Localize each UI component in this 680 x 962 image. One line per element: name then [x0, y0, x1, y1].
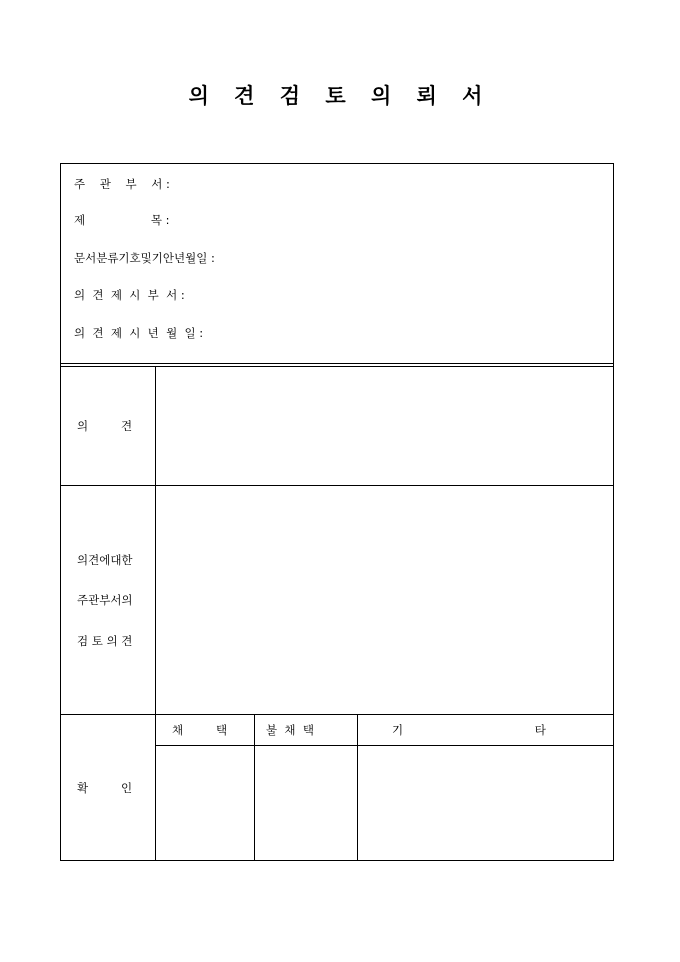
right-border — [613, 163, 614, 861]
opinion-label: 의 견 — [77, 419, 133, 433]
review-label-line-3: 검 토 의 견 — [77, 634, 133, 648]
left-border — [60, 163, 61, 861]
review-divider — [60, 714, 614, 715]
field-classification-date: 문서분류기호및기안년월일 : — [74, 251, 215, 265]
review-content-area[interactable] — [156, 486, 613, 714]
top-border — [60, 163, 614, 164]
review-label-line-1: 의견에대한 — [77, 553, 133, 567]
adopt-cell[interactable] — [156, 746, 254, 860]
bottom-border — [60, 860, 614, 861]
reject-cell[interactable] — [255, 746, 357, 860]
field-opinion-date: 의 견 제 시 년 월 일 : — [74, 326, 204, 340]
review-request-form — [60, 163, 614, 861]
field-department: 주 관 부 서 : — [74, 177, 170, 191]
confirm-col-other: 기 타 — [392, 723, 546, 737]
opinion-content-area[interactable] — [156, 367, 613, 485]
confirm-col-adopt: 채 택 — [172, 723, 228, 737]
field-subject: 제 목 : — [74, 213, 170, 227]
header-divider-1 — [60, 363, 614, 364]
field-opinion-department: 의 견 제 시 부 서 : — [74, 288, 185, 302]
review-label-line-2: 주관부서의 — [77, 593, 133, 607]
other-cell[interactable] — [358, 746, 613, 860]
confirm-label: 확 인 — [77, 781, 133, 795]
confirm-col-reject: 불 채 택 — [266, 723, 314, 737]
document-title: 의 견 검 토 의 뢰 서 — [188, 83, 492, 108]
